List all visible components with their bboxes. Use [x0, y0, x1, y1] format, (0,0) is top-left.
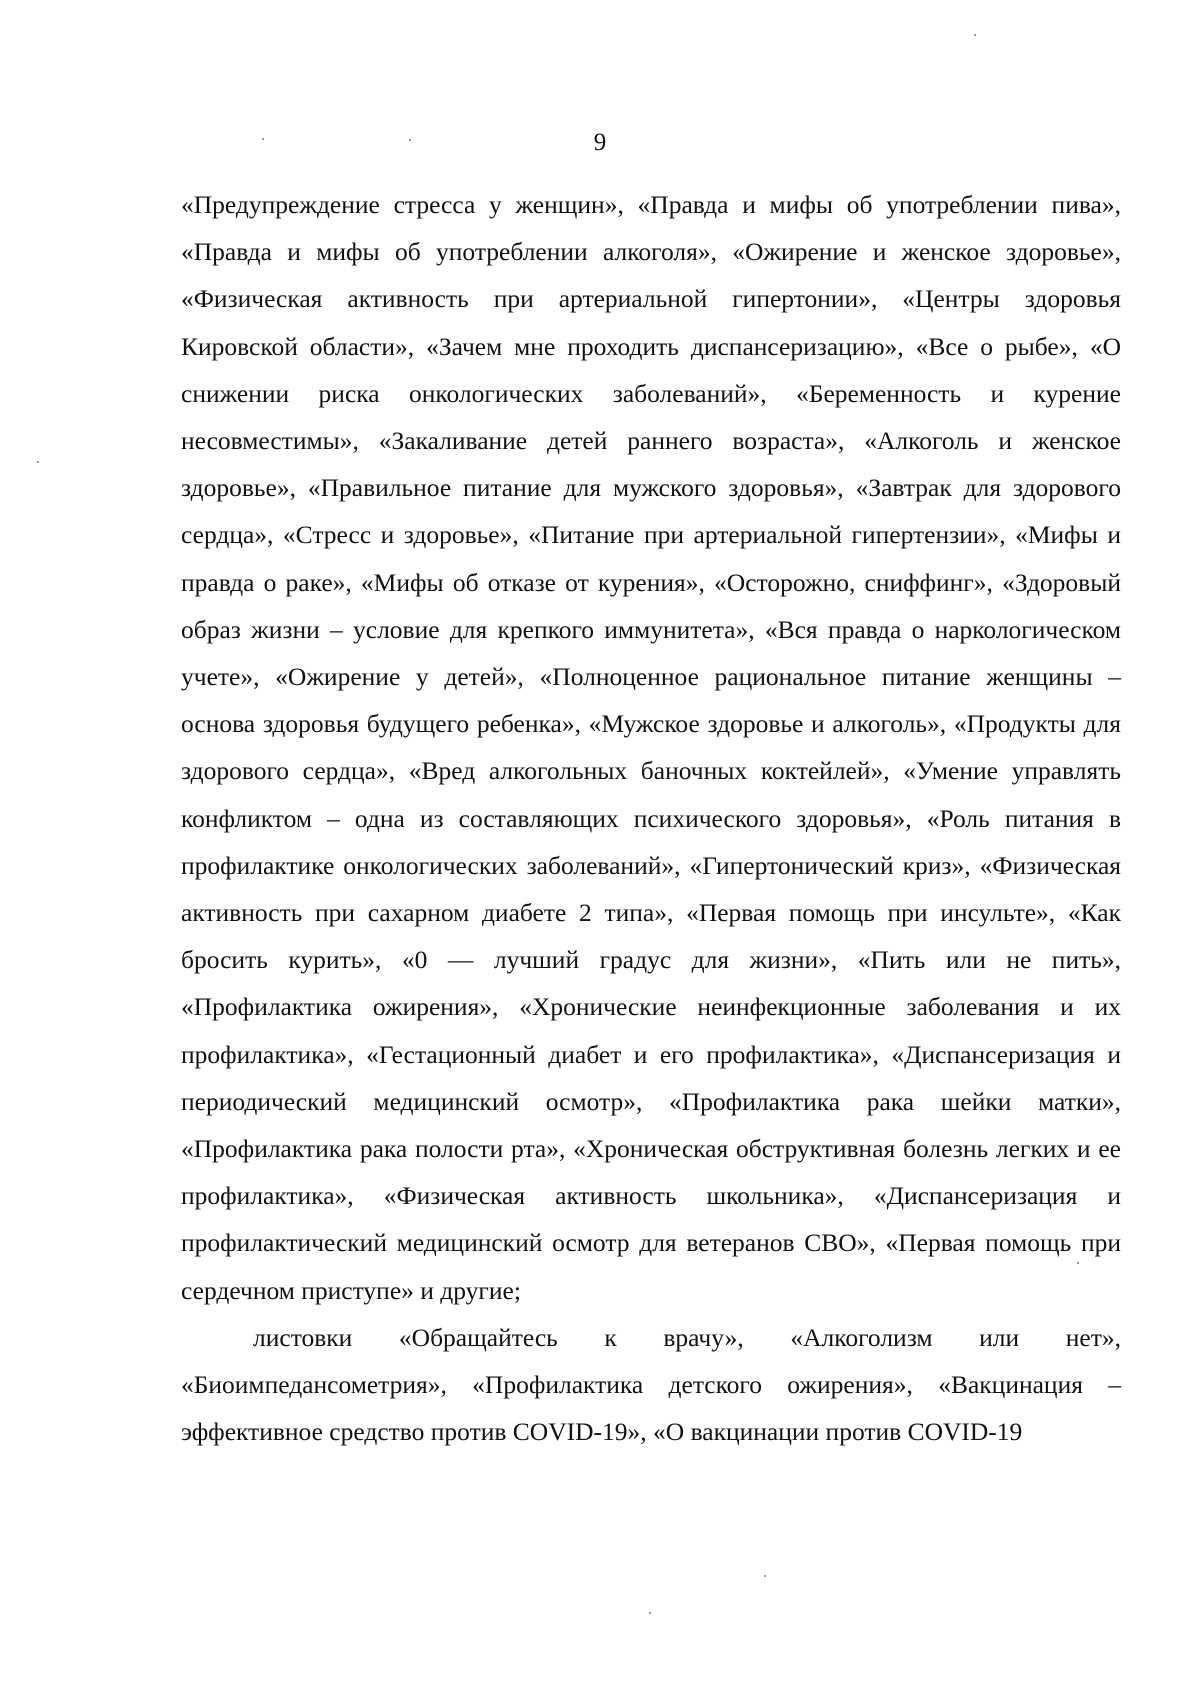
scan-speck: [764, 1575, 766, 1577]
scan-speck: [37, 461, 39, 463]
paragraph-list-of-titles: «Предупреждение стресса у женщин», «Правда и мифы об употреблении пива», «Правда и мифы об употреблении алкоголя», «Ожирение и женское здоровье», «Физическая активность при артериальной гипертонии», «Центры здоровья Кировской области», «Зачем мне проходить диспансеризацию», «Все о рыбе», «О снижении риска онкологических заболеваний», «Беременность и курение несовместимы», «Закаливание детей раннего возраста», «Алкоголь и женское здоровье», «Правильное питание для мужского здоровья», «Завтрак для здорового сердца», «Стресс и здоровье», «Питание при артериальной гипертензии», «Мифы и правда о раке», «Мифы об отказе от курения», «Осторожно, сниффинг», «Здоровый образ жизни – условие для крепкого иммунитета», «Вся правда о наркологическом учете», «Ожирение у детей», «Полноценное рациональное питание женщины – основа здоровья будущего ребенка», «Мужское здоровье и алкоголь», «Продукты для здорового сердца», «Вред алкогольных баночных коктейлей», «Умение управлять конфликтом – одна из составляющих психического здоровья», «Роль питания в профилактике онкологических заболеваний», «Гипертонический криз», «Физическая активность при сахарном диабете 2 типа», «Первая помощь при инсульте», «Как бросить курить», «0 — лучший градус для жизни», «Пить или не пить», «Профилактика ожирения», «Хронические неинфекционные заболевания и их профилактика», «Гестационный диабет и его профилактика», «Диспансеризация и периодический медицинский осмотр», «Профилактика рака шейки матки», «Профилактика рака полости рта», «Хроническая обструктивная болезнь легких и ее профилактика», «Физическая активность школьника», «Диспансеризация и профилактический медицинский осмотр для ветеранов СВО», «Первая помощь при сердечном приступе» и другие;: [181, 190, 1121, 1305]
scan-speck: [409, 139, 411, 141]
page-number: 9: [593, 129, 607, 156]
scan-speck: [262, 138, 264, 140]
scan-speck: [1077, 1262, 1079, 1264]
body-text: [181, 181, 1121, 1455]
scan-speck: [974, 34, 976, 36]
scan-speck: [649, 1612, 651, 1614]
paragraph-leaflets: листовки «Обращайтесь к врачу», «Алкоголизм или нет», «Биоимпедансометрия», «Профилактика детского ожирения», «Вакцинация – эффективное средство против COVID-19», «О вакцинации против COVID-19: [181, 1322, 1121, 1447]
